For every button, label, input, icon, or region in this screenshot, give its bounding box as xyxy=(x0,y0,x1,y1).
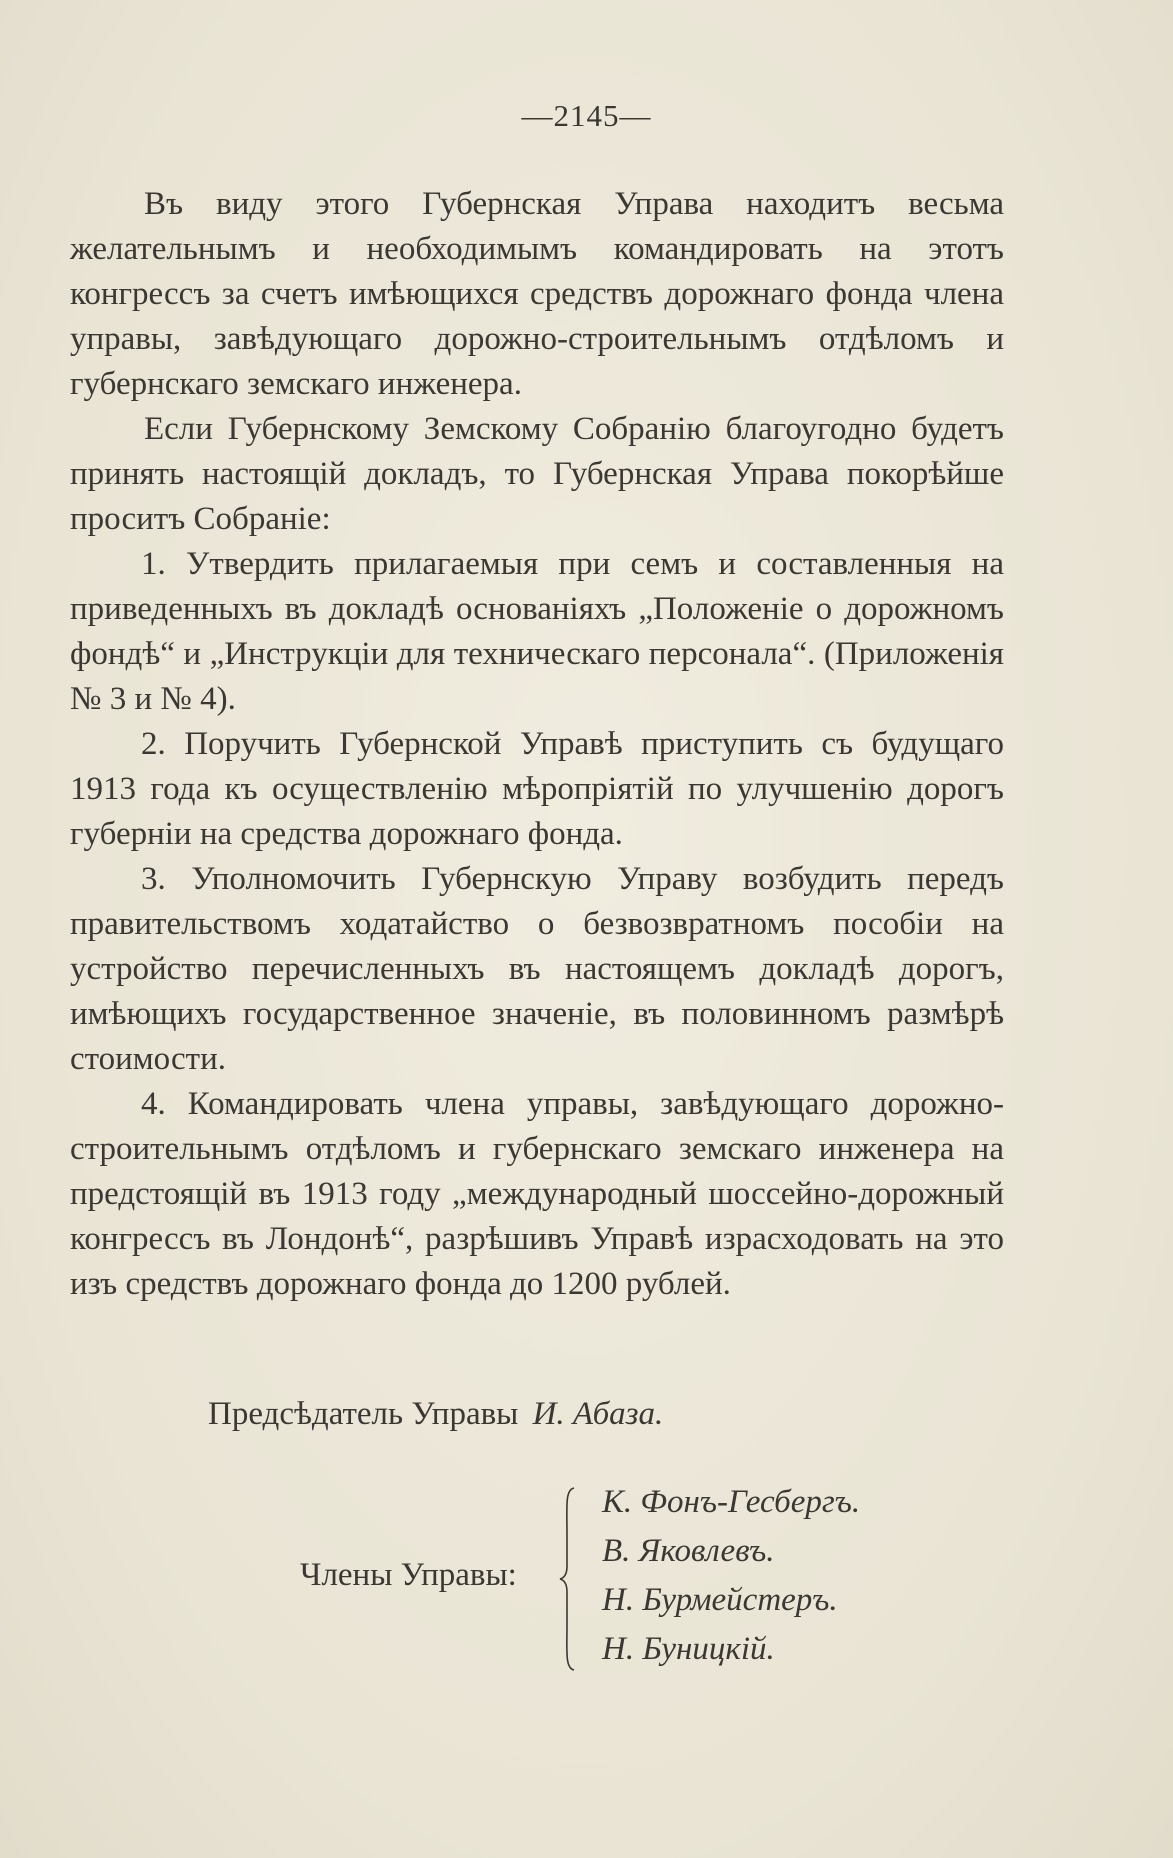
resolution-item-2: 2. Поручить Губернской Управѣ приступить съ будущаго 1913 года къ осуществленію мѣропріятій по улучшенію дорогъ губерніи на средства дорожнаго фонда. xyxy=(70,726,1004,852)
member-name: Н. Бурмейстеръ. xyxy=(602,1582,838,1618)
resolution-item-3: 3. Уполномочить Губернскую Управу возбудить передъ правительствомъ ходатайство о безвозвратномъ пособіи на устройство перечисленныхъ въ настоящемъ докладѣ дорогъ, имѣющихъ государственное значеніе, въ половинномъ размѣрѣ стоимости. xyxy=(70,861,1004,1077)
paragraph-request: Если Губернскому Земскому Собранію благоугодно будетъ принять настоящій докладъ, то Губернская Управа покорѣйше проситъ Собраніе: xyxy=(70,411,1004,537)
member-name: К. Фонъ-Гесбергъ. xyxy=(602,1484,861,1520)
page-number: —2145— xyxy=(521,98,652,133)
chairman-label: Предсѣдатель Управы xyxy=(208,1396,519,1432)
members-label: Члены Управы: xyxy=(300,1557,517,1593)
resolution-item-1: 1. Утвердить прилагаемыя при семъ и составленныя на приведенныхъ въ докладѣ основаніяхъ „Положеніе о дорожномъ фондѣ“ и „Инструкціи для техническаго персонала“. (Приложенія № 3 и № 4). xyxy=(70,546,1004,717)
member-name: Н. Буницкій. xyxy=(602,1631,775,1667)
members-list xyxy=(602,1478,860,1674)
paragraph-intro: Въ виду этого Губернская Управа находитъ весьма желательнымъ и необходимымъ командировать на этотъ конгрессъ за счетъ имѣющихся средствъ дорожнаго фонда члена управы, завѣдующаго дорожно-строительнымъ отдѣломъ и губернскаго земскаго инженера. xyxy=(70,186,1004,402)
curly-brace-icon xyxy=(558,1486,576,1672)
report-body xyxy=(70,182,1004,1307)
resolution-item-4: 4. Командировать члена управы, завѣдующаго дорожно-строительнымъ отдѣломъ и губернскаго земскаго инженера на предстоящій въ 1913 году „международный шоссейно-дорожный конгрессъ въ Лондонѣ“, разрѣшивъ Управѣ израсходовать на это изъ средствъ дорожнаго фонда до 1200 рублей. xyxy=(70,1086,1004,1302)
chairman-name: И. Абаза. xyxy=(532,1396,664,1432)
chairman-signature xyxy=(208,1396,663,1433)
member-name: В. Яковлевъ. xyxy=(602,1533,775,1569)
